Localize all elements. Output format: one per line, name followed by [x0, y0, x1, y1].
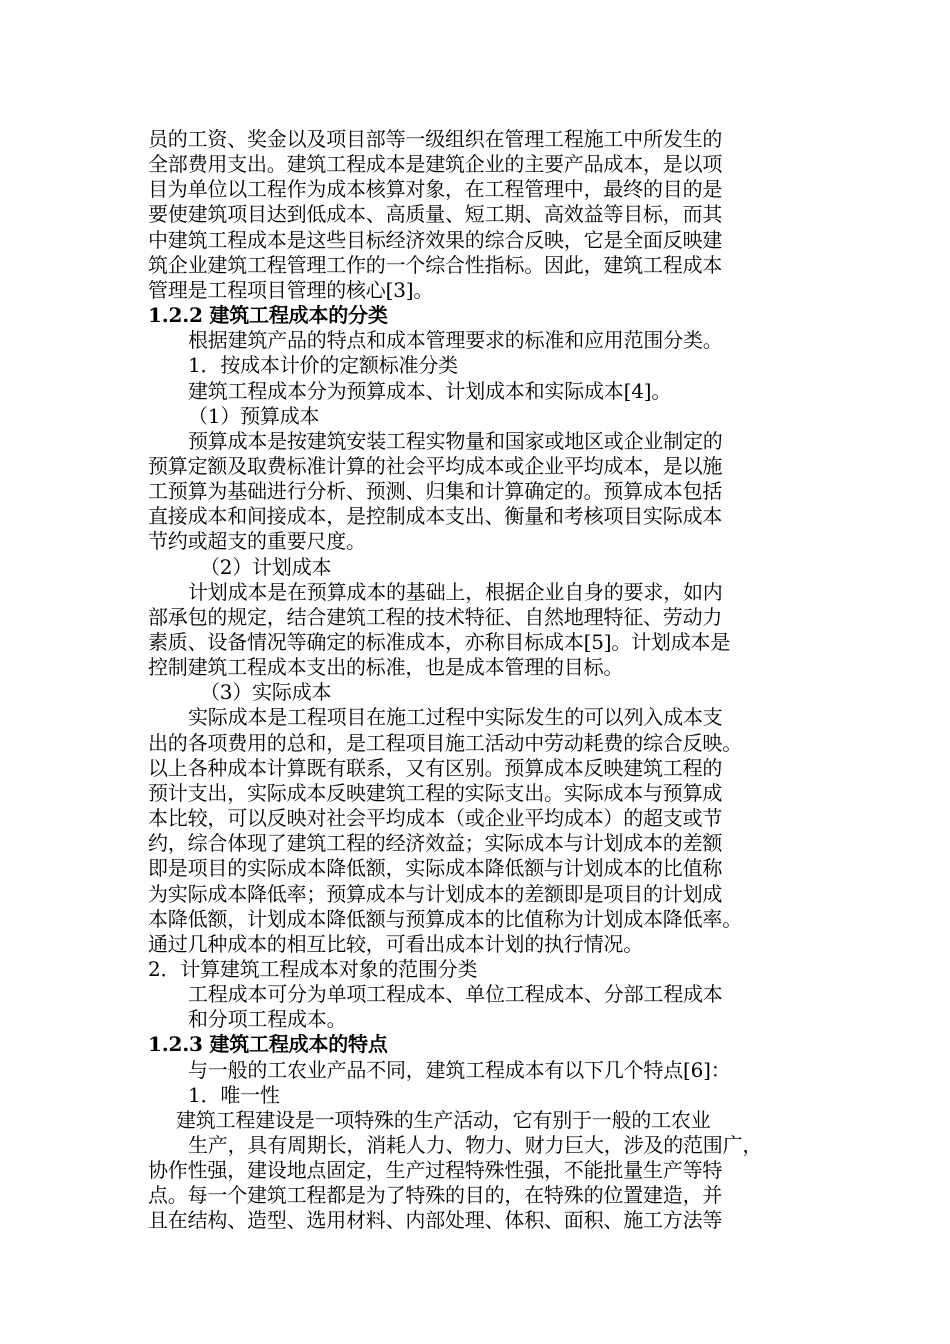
text-line: 1．按成本计价的定额标准分类	[188, 353, 458, 377]
text-line: 和分项工程成本。	[188, 1007, 347, 1031]
text-line: 节约或超支的重要尺度。	[148, 529, 366, 553]
text-line: 员的工资、奖金以及项目部等一级组织在管理工程施工中所发生的	[148, 127, 723, 151]
text-line: （1）预算成本	[188, 404, 320, 428]
text-line: 要使建筑项目达到低成本、高质量、短工期、高效益等目标，而其	[148, 202, 723, 226]
text-line: 点。每一个建筑工程都是为了特殊的目的，在特殊的位置建造，并	[148, 1183, 723, 1207]
text-line: 2．计算建筑工程成本对象的范围分类	[148, 957, 478, 981]
text-line: 生产，具有周期长，消耗人力、物力、财力巨大，涉及的范围广，	[188, 1133, 763, 1157]
text-line: 通过几种成本的相互比较，可看出成本计划的执行情况。	[148, 932, 643, 956]
text-line: 建筑工程建设是一项特殊的生产活动，它有别于一般的工农业	[176, 1108, 711, 1132]
section-heading: 1.2.3 建筑工程成本的特点	[148, 1032, 388, 1056]
text-line: 实际成本是工程项目在施工过程中实际发生的可以列入成本支	[188, 705, 723, 729]
text-line: 即是项目的实际成本降低额，实际成本降低额与计划成本的比值称	[148, 856, 723, 880]
text-line: （2）计划成本	[200, 555, 332, 579]
section-heading: 1.2.2 建筑工程成本的分类	[148, 303, 388, 327]
text-line: 以上各种成本计算既有联系，又有区别。预算成本反映建筑工程的	[148, 756, 723, 780]
text-line: 工程成本可分为单项工程成本、单位工程成本、分部工程成本	[188, 982, 723, 1006]
text-line: 部承包的规定，结合建筑工程的技术特征、自然地理特征、劳动力	[148, 605, 723, 629]
text-line: 根据建筑产品的特点和成本管理要求的标准和应用范围分类。	[188, 328, 723, 352]
text-line: 素质、设备情况等确定的标准成本，亦称目标成本[5]。计划成本是	[148, 630, 731, 654]
text-line: 约，综合体现了建筑工程的经济效益；实际成本与计划成本的差额	[148, 831, 723, 855]
text-line: 预计支出，实际成本反映建筑工程的实际支出。实际成本与预算成	[148, 781, 723, 805]
text-line: （3）实际成本	[200, 680, 332, 704]
text-line: 中建筑工程成本是这些目标经济效果的综合反映，它是全面反映建	[148, 228, 723, 252]
text-line: 全部费用支出。建筑工程成本是建筑企业的主要产品成本，是以项	[148, 152, 723, 176]
text-line: 工预算为基础进行分析、预测、归集和计算确定的。预算成本包括	[148, 479, 723, 503]
text-line: 协作性强，建设地点固定，生产过程特殊性强，不能批量生产等特	[148, 1158, 723, 1182]
text-line: 为实际成本降低率；预算成本与计划成本的差额即是项目的计划成	[148, 882, 723, 906]
text-line: 出的各项费用的总和，是工程项目施工活动中劳动耗费的综合反映。	[148, 731, 742, 755]
text-line: 管理是工程项目管理的核心[3]。	[148, 278, 434, 302]
text-line: 且在结构、造型、选用材料、内部处理、体积、面积、施工方法等	[148, 1208, 723, 1232]
text-line: 1．唯一性	[188, 1083, 280, 1107]
text-line: 本比较，可以反映对社会平均成本（或企业平均成本）的超支或节	[148, 806, 723, 830]
text-line: 筑企业建筑工程管理工作的一个综合性指标。因此，建筑工程成本	[148, 253, 723, 277]
text-line: 控制建筑工程成本支出的标准，也是成本管理的目标。	[148, 655, 624, 679]
text-line: 预算定额及取费标准计算的社会平均成本或企业平均成本，是以施	[148, 454, 723, 478]
text-line: 计划成本是在预算成本的基础上，根据企业自身的要求，如内	[188, 580, 723, 604]
text-line: 直接成本和间接成本，是控制成本支出、衡量和考核项目实际成本	[148, 504, 723, 528]
text-line: 与一般的工农业产品不同，建筑工程成本有以下几个特点[6]：	[188, 1058, 731, 1082]
text-line: 目为单位以工程作为成本核算对象，在工程管理中，最终的目的是	[148, 177, 723, 201]
text-line: 本降低额，计划成本降低额与预算成本的比值称为计划成本降低率。	[148, 907, 742, 931]
text-line: 建筑工程成本分为预算成本、计划成本和实际成本[4]。	[188, 379, 672, 403]
text-line: 预算成本是按建筑安装工程实物量和国家或地区或企业制定的	[188, 429, 723, 453]
